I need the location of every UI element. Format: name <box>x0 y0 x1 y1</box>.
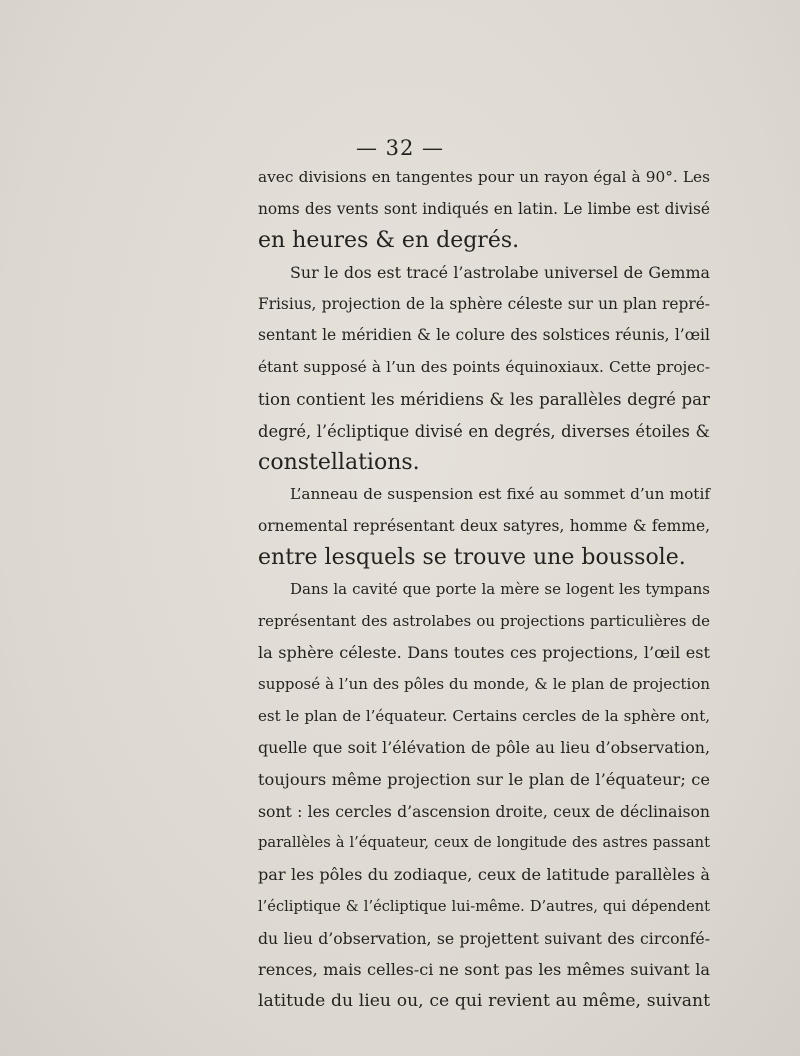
text-line: étant supposé à l’un des points équinoxiaux. Cette projec- <box>258 358 710 377</box>
text-line: du lieu d’observation, se projettent suivant des circonfé- <box>258 928 710 948</box>
text-line: est le plan de l’équateur. Certains cercles de la sphère ont, <box>258 706 710 725</box>
text-line: sentant le méridien & le colure des solstices réunis, l’œil <box>258 326 710 345</box>
text-line: Frisius, projection de la sphère céleste sur un plan repré- <box>258 294 710 313</box>
text-line: rences, mais celles-ci ne sont pas les mêmes suivant la <box>258 960 710 980</box>
text-line: ornemental représentant deux satyres, homme & femme, <box>258 516 710 535</box>
text-line: Sur le dos est tracé l’astrolabe universel de Gemma <box>290 263 710 283</box>
text-line: quelle que soit l’élévation de pôle au lieu d’observation, <box>258 738 710 758</box>
text-line: avec divisions en tangentes pour un rayon égal à 90°. Les <box>258 168 710 186</box>
text-line: degré, l’écliptique divisé en degrés, diverses étoiles & <box>258 421 710 441</box>
text-line: L’anneau de suspension est fixé au sommet d’un motif <box>290 484 710 503</box>
text-line: tion contient les méridiens & les parallèles degré par <box>258 389 710 409</box>
text-line: par les pôles du zodiaque, ceux de latitude parallèles à <box>258 865 710 885</box>
text-line: Dans la cavité que porte la mère se logent les tympans <box>290 579 710 598</box>
text-line: la sphère céleste. Dans toutes ces projections, l’œil est <box>258 643 710 663</box>
text-line: toujours même projection sur le plan de l’équateur; ce <box>258 770 710 790</box>
text-line: noms des vents sont indiqués en latin. Le limbe est divisé <box>258 199 710 218</box>
text-line: sont : les cercles d’ascension droite, ceux de déclinaison <box>258 801 710 821</box>
text-line: en heures & en degrés. <box>258 228 520 254</box>
text-line: supposé à l’un des pôles du monde, & le plan de projection <box>258 675 710 693</box>
body-text <box>258 162 710 1018</box>
text-line: constellations. <box>258 450 420 476</box>
text-line: entre lesquels se trouve une boussole. <box>258 545 686 571</box>
text-line: latitude du lieu ou, ce qui revient au même, suivant <box>258 990 710 1011</box>
text-line: parallèles à l’équateur, ceux de longitude des astres passant <box>258 834 710 852</box>
page-number: — 32 — <box>355 136 445 160</box>
text-line: représentant des astrolabes ou projections particulières de <box>258 611 710 630</box>
text-line: l’écliptique & l’écliptique lui-même. D’autres, qui dépendent <box>258 897 710 915</box>
